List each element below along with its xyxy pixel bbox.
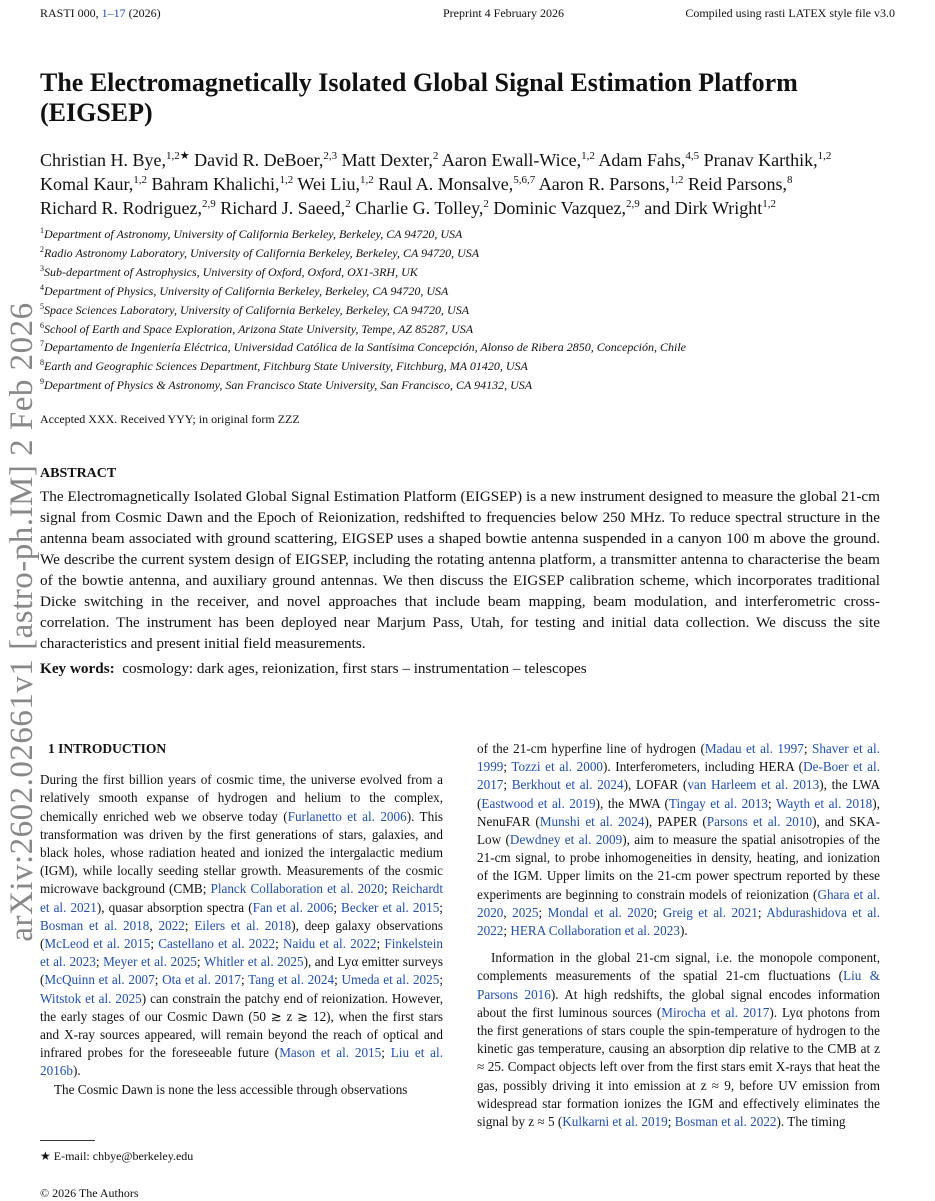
affiliation-number: 4 xyxy=(40,282,44,292)
body-text: ; xyxy=(381,1045,391,1061)
body-text: ), deep galaxy observations ( xyxy=(40,917,444,952)
citation-link[interactable]: Naidu et al. 2022 xyxy=(283,936,377,952)
author-list xyxy=(40,148,935,220)
author-name: Aaron R. Parsons, xyxy=(535,174,670,194)
author-line xyxy=(40,172,935,196)
citation-link[interactable]: Becker et al. 2015 xyxy=(341,899,440,915)
body-text: Information in the global 21-cm signal, i.e. the monopole component, complements measurements of the spatial 21-cm fluctuations ( xyxy=(477,950,880,984)
citation-link[interactable]: Bosman et al. 2022 xyxy=(674,1114,777,1130)
affiliation-text: School of Earth and Space Exploration, Arizona State University, Tempe, AZ 85287, USA xyxy=(44,321,474,336)
body-text: ; xyxy=(150,936,159,952)
author-affiliation-marker: 1,2 xyxy=(359,174,374,186)
citation-link[interactable]: Castellano et al. 2022 xyxy=(158,936,276,952)
author-affiliation-marker: 2,9 xyxy=(626,198,640,210)
citation-link[interactable]: Ghara et al. 2020 xyxy=(477,886,881,920)
citation-link[interactable]: HERA Collaboration et al. 2023 xyxy=(510,923,680,939)
body-text: , xyxy=(503,904,513,920)
body-text: ), the LWA ( xyxy=(477,777,880,811)
body-text: ; xyxy=(196,954,204,970)
affiliation-number: 9 xyxy=(40,377,44,387)
acceptance-note: Accepted XXX. Received YYY; in original form ZZZ xyxy=(40,412,300,426)
citation-link[interactable]: Fan et al. 2006 xyxy=(252,899,334,915)
abstract-text: The Electromagnetically Isolated Global Signal Estimation Platform (EIGSEP) is a new instrument designed to measure the global 21-cm signal from Cosmic Dawn and the Epoch of Reionization, redshifted to frequencies below 250 MHz. To reduce spectral structure in the antenna beam associated with ground scattering, EIGSEP uses a shaped bowtie antenna suspended in a canyon 100 m above the ground. We describe the current system design of EIGSEP, including the rotating antenna platform, a transmitter antenna to characterise the beam of the bowtie antenna, and auxiliary ground antennas. We then discuss the EIGSEP calibration scheme, which incorporates traditional Dicke switching in the receiver, and novel approaches that include beam mapping, beam modulation, and interferometric cross-correlation. The instrument has been deployed near Marjum Pass, Utah, for testing and initial data collection. We discuss the site characteristics and present initial field measurements. xyxy=(40,488,880,652)
author-name: Christian H. Bye, xyxy=(40,150,166,170)
keywords xyxy=(40,660,587,678)
citation-link[interactable]: Dewdney et al. 2009 xyxy=(509,832,623,848)
author-affiliation-marker: 1,2 xyxy=(762,198,776,210)
affiliation-item xyxy=(40,376,900,395)
citation-link[interactable]: Parsons et al. 2010 xyxy=(706,813,813,829)
citation-link[interactable]: Whitler et al. 2025 xyxy=(203,954,304,970)
citation-link[interactable]: Tozzi et al. 2000 xyxy=(511,759,604,775)
author-name: Raul A. Monsalve, xyxy=(373,174,514,194)
section-heading-introduction: 1 INTRODUCTION xyxy=(48,741,167,756)
citation-link[interactable]: van Harleem et al. 2013 xyxy=(687,777,820,793)
body-text: ; xyxy=(275,936,284,952)
intro-paragraph-3 xyxy=(477,740,880,940)
author-affiliation-marker: 2 xyxy=(345,198,351,210)
body-text: ; xyxy=(376,936,385,952)
body-text: ), and SKA-Low ( xyxy=(477,813,880,848)
body-text: ; xyxy=(95,954,104,970)
body-text: ; xyxy=(757,904,767,920)
paper-title: The Electromagnetically Isolated Global Signal Estimation Platform (EIGSEP) xyxy=(40,68,798,127)
author-name: David R. DeBoer, xyxy=(189,150,324,170)
body-text: ; xyxy=(653,904,663,920)
affiliation-text: Department of Physics, University of California Berkeley, Berkeley, CA 94720, USA xyxy=(44,283,449,298)
citation-link[interactable]: Umeda et al. 2025 xyxy=(341,972,440,988)
body-text: ; xyxy=(538,904,548,920)
citation-link[interactable]: Mason et al. 2015 xyxy=(279,1045,382,1061)
affiliation-item xyxy=(40,301,900,320)
arxiv-identifier-stamp: arXiv:2602.02661v1 [astro-ph.IM] 2 Feb 2026 xyxy=(4,302,40,942)
citation-link[interactable]: Eastwood et al. 2019 xyxy=(481,795,596,811)
author-line xyxy=(40,148,935,172)
body-text: ; xyxy=(667,1114,675,1130)
citation-link[interactable]: McLeod et al. 2015 xyxy=(44,936,151,952)
citation-link[interactable]: Planck Collaboration et al. 2020 xyxy=(210,881,384,897)
intro-paragraph-2: The Cosmic Dawn is none the less accessible through observations xyxy=(54,1081,408,1097)
author-affiliation-marker: 1,2 xyxy=(817,150,832,162)
citation-link[interactable]: Bosman et al. 2018 xyxy=(40,917,150,933)
affiliation-number: 7 xyxy=(40,339,44,349)
author-name: Dominic Vazquez, xyxy=(488,198,627,218)
author-name: Adam Fahs, xyxy=(594,150,686,170)
citation-link[interactable]: Abdurashidova et al. 2022 xyxy=(477,904,881,939)
citation-link[interactable]: Reichardt et al. 2021 xyxy=(40,881,443,915)
keywords-text: cosmology: dark ages, reionization, first stars – instrumentation – telescopes xyxy=(122,660,587,677)
right-column xyxy=(477,740,880,1131)
affiliation-text: Department of Physics & Astronomy, San Francisco State University, San Francisco, CA 94132, USA xyxy=(44,378,533,393)
author-affiliation-marker: 5,6,7 xyxy=(513,174,536,186)
affiliation-text: Earth and Geographic Sciences Department, Fitchburg State University, Fitchburg, MA 01420, USA xyxy=(44,359,528,374)
affiliation-text: Departamento de Ingeniería Eléctrica, Universidad Católica de la Santísima Concepción, Alonso de Ribera 2850, Concepción, Chile xyxy=(44,340,687,355)
body-text: During the first billion years of cosmic time, the universe evolved from a relatively smooth expanse of hydrogen and helium to the complex, chemically enriched web we observe today ( xyxy=(40,772,443,824)
affiliation-number: 1 xyxy=(40,226,44,235)
citation-link[interactable]: 2022 xyxy=(158,917,185,933)
body-text: ; xyxy=(383,881,392,897)
body-text: ; xyxy=(240,972,249,988)
body-text: ; xyxy=(334,972,342,988)
body-text: ). At high redshifts, the global signal encodes information about the first luminous sources ( xyxy=(477,986,881,1020)
body-text: ), aim to measure the spatial anisotropies of the 21-cm signal, to probe inhomogeneities in density, heating, and ionization of the IGM. Upper limits on the 21-cm power spectrum reported by these experiments are beginning to constrain models of reionization ( xyxy=(477,832,880,902)
body-text: ). Interferometers, including HERA ( xyxy=(603,759,804,775)
affiliation-text: Sub-department of Astrophysics, University of Oxford, Oxford, OX1-3RH, UK xyxy=(44,264,418,279)
body-text: ), quasar absorption spectra ( xyxy=(96,899,253,915)
body-text: ), NenuFAR ( xyxy=(477,795,880,829)
affiliation-number: 2 xyxy=(40,244,44,254)
body-text: ; xyxy=(768,795,776,811)
body-text: ; xyxy=(439,899,443,915)
affiliation-text: Radio Astronomy Laboratory, University of California Berkeley, Berkeley, CA 94720, USA xyxy=(44,245,480,260)
author-name: Richard R. Rodriguez, xyxy=(40,198,202,218)
author-line xyxy=(40,196,935,220)
citation-link[interactable]: Liu & Parsons 2016 xyxy=(477,968,880,1002)
keywords-label: Key words: xyxy=(40,660,115,677)
author-affiliation-marker: 2 xyxy=(432,150,439,162)
copyright-notice: © 2026 The Authors xyxy=(40,1186,139,1200)
body-text: ). This transformation was driven by the first generations of stars, galaxies, and black holes, whose radiation heated and ionized the intergalactic medium (IGM), while locally seeding stellar growth. Measurements of the cosmic microwave background (CMB; xyxy=(40,808,443,897)
body-text: ). xyxy=(72,1063,81,1079)
author-affiliation-marker: 1,2 xyxy=(133,174,148,186)
affiliation-item xyxy=(40,320,900,339)
author-affiliation-marker: 8 xyxy=(786,174,793,186)
body-text: ). xyxy=(679,923,688,939)
body-text: ). The timing xyxy=(776,1114,846,1130)
running-header-preprint: Preprint 4 February 2026 xyxy=(443,6,564,20)
citation-link[interactable]: Furlanetto et al. 2006 xyxy=(287,808,407,824)
citation-link[interactable]: Tingay et al. 2013 xyxy=(668,795,769,811)
author-affiliation-marker: 2,3 xyxy=(323,150,338,162)
body-text: , xyxy=(149,917,159,933)
body-text: ; xyxy=(333,899,342,915)
citation-link[interactable]: Witstok et al. 2025 xyxy=(40,990,142,1006)
author-affiliation-marker: 4,5 xyxy=(685,150,700,162)
citation-link[interactable]: Mirocha et al. 2017 xyxy=(661,1004,770,1020)
footnote-email: ★ E-mail: chbye@berkeley.edu xyxy=(40,1149,194,1163)
citation-link[interactable]: McQuinn et al. 2007 xyxy=(44,972,155,988)
author-affiliation-marker: 1,2 xyxy=(581,150,595,162)
affiliation-item xyxy=(40,357,900,376)
author-name: Matt Dexter, xyxy=(337,150,433,170)
body-text: ; xyxy=(803,741,812,756)
citation-link[interactable]: Eilers et al. 2018 xyxy=(194,917,292,933)
citation-link[interactable]: Mondal et al. 2020 xyxy=(547,904,654,920)
affiliation-number: 6 xyxy=(40,320,44,330)
citation-link[interactable]: Shaver et al. 1999 xyxy=(477,741,880,775)
affiliation-number: 5 xyxy=(40,301,44,311)
citation-link[interactable]: 2025 xyxy=(512,904,539,920)
affiliation-list xyxy=(40,225,900,395)
citation-link[interactable]: Ota et al. 2017 xyxy=(162,972,241,988)
intro-paragraph-4 xyxy=(477,949,880,1131)
left-column xyxy=(40,740,443,1099)
body-text: ; xyxy=(154,972,163,988)
citation-link[interactable]: De-Boer et al. 2017 xyxy=(477,759,880,793)
author-affiliation-marker: 2 xyxy=(483,198,489,210)
author-affiliation-marker: 1,2★ xyxy=(166,150,190,162)
affiliation-item xyxy=(40,244,900,263)
body-text: ), PAPER ( xyxy=(644,813,707,829)
body-text: ; xyxy=(439,972,443,988)
author-name: Wei Liu, xyxy=(293,174,360,194)
affiliation-item xyxy=(40,225,900,244)
citation-link[interactable]: Meyer et al. 2025 xyxy=(103,954,197,970)
body-text: ; xyxy=(503,923,511,939)
affiliation-item xyxy=(40,338,900,357)
body-text: ), the MWA ( xyxy=(595,795,669,811)
author-name: Richard J. Saeed, xyxy=(215,198,346,218)
affiliation-number: 3 xyxy=(40,263,44,273)
body-text: ; xyxy=(184,917,195,933)
citation-link[interactable]: Madau et al. 1997 xyxy=(704,741,804,756)
author-affiliation-marker: 1,2 xyxy=(669,174,684,186)
affiliation-text: Department of Astronomy, University of California Berkeley, Berkeley, CA 94720, USA xyxy=(44,227,463,241)
citation-link[interactable]: Liu et al. 2016b xyxy=(40,1045,443,1079)
running-header-compiled: Compiled using rasti LATEX style file v3.0 xyxy=(685,6,895,20)
author-name: Reid Parsons, xyxy=(683,174,787,194)
citation-link[interactable]: Kulkarni et al. 2019 xyxy=(562,1114,668,1130)
citation-link[interactable]: Greig et al. 2021 xyxy=(662,904,758,920)
affiliation-item xyxy=(40,282,900,301)
body-text: ). Lyα photons from the first generations of stars couple the spin-temperature of hydrogen to the kinetic gas temperature, causing an absorption dip relative to the CMB at z ≈ 25. Compact objects left over from the first stars emit X-rays that heat the gas, possibly driving it into emission at z ≈ 9, before UV emission from widespread star formation ionizes the IGM and effectively eliminates the signal by z ≈ 5 ( xyxy=(477,1004,880,1130)
abstract-heading: ABSTRACT xyxy=(40,466,117,481)
author-name: Komal Kaur, xyxy=(40,174,134,194)
page-range-link[interactable]: 1–17 xyxy=(101,6,126,20)
footnote-rule xyxy=(40,1140,95,1141)
author-affiliation-marker: 2,9 xyxy=(201,198,216,210)
body-text: ; xyxy=(503,777,512,793)
affiliation-text: Space Sciences Laboratory, University of California Berkeley, Berkeley, CA 94720, USA xyxy=(44,302,470,317)
citation-link[interactable]: Berkhout et al. 2024 xyxy=(511,777,624,793)
author-name: Bahram Khalichi, xyxy=(147,174,280,194)
citation-link[interactable]: Munshi et al. 2024 xyxy=(539,813,645,829)
intro-paragraph-1 xyxy=(40,771,443,1080)
author-name: Aaron Ewall-Wice, xyxy=(438,150,582,170)
author-affiliation-marker: 1,2 xyxy=(279,174,294,186)
affiliation-number: 8 xyxy=(40,358,44,368)
author-name: and Dirk Wright xyxy=(639,198,763,218)
author-name: Charlie G. Tolley, xyxy=(350,198,484,218)
body-text: ; xyxy=(503,759,512,775)
citation-link[interactable]: Finkelstein et al. 2023 xyxy=(40,936,443,970)
running-header-journal: RASTI 000, 1–17 (2026) xyxy=(40,6,161,20)
body-text: of the 21-cm hyperfine line of hydrogen ( xyxy=(477,741,705,756)
body-text: ) can constrain the patchy end of reionization. However, the early stages of our Cosmic Dawn (50 ≳ z ≳ 12), when the first stars and X-ray sources appeared, will remain beyond the reach of optical and infrared probes for the foreseeable future ( xyxy=(40,990,443,1061)
citation-link[interactable]: Wayth et al. 2018 xyxy=(775,795,873,811)
body-text: ), and Lyα emitter surveys ( xyxy=(40,954,444,988)
affiliation-item xyxy=(40,263,900,282)
body-text: ), LOFAR ( xyxy=(623,777,688,793)
citation-link[interactable]: Tang et al. 2024 xyxy=(248,972,335,988)
author-name: Pranav Karthik, xyxy=(699,150,818,170)
